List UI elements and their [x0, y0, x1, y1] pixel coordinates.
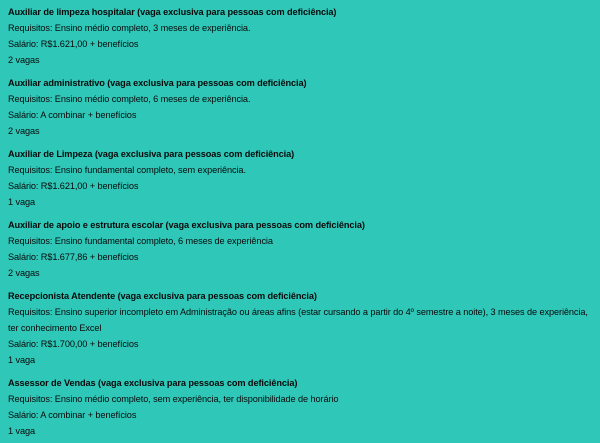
job-title: Auxiliar de apoio e estrutura escolar (vaga exclusiva para pessoas com deficiência)	[8, 220, 365, 230]
job-openings: 2 vagas	[8, 268, 40, 278]
job-listing	[8, 4, 592, 68]
job-listing	[8, 217, 592, 281]
job-requirements: Requisitos: Ensino superior incompleto em Administração ou áreas afins (estar cursando a partir do 4º semestre a noite), 3 meses de experiência, ter conhecimento Excel	[8, 307, 588, 333]
job-requirements: Requisitos: Ensino fundamental completo, 6 meses de experiência	[8, 236, 273, 246]
job-salary: Salário: A combinar + benefícios	[8, 110, 137, 120]
job-openings: 1 vaga	[8, 355, 35, 365]
job-listing	[8, 375, 592, 439]
job-salary: Salário: R$1.621,00 + benefícios	[8, 181, 139, 191]
job-listing	[8, 75, 592, 139]
job-requirements: Requisitos: Ensino médio completo, sem experiência, ter disponibilidade de horário	[8, 394, 339, 404]
job-listings-page	[8, 4, 592, 439]
job-salary: Salário: A combinar + benefícios	[8, 410, 137, 420]
job-openings: 1 vaga	[8, 197, 35, 207]
job-requirements: Requisitos: Ensino médio completo, 3 meses de experiência.	[8, 23, 251, 33]
job-listing	[8, 288, 592, 368]
job-title: Auxiliar administrativo (vaga exclusiva para pessoas com deficiência)	[8, 78, 307, 88]
job-title: Recepcionista Atendente (vaga exclusiva para pessoas com deficiência)	[8, 291, 317, 301]
job-openings: 2 vagas	[8, 126, 40, 136]
job-title: Auxiliar de limpeza hospitalar (vaga exclusiva para pessoas com deficiência)	[8, 7, 337, 17]
job-openings: 1 vaga	[8, 426, 35, 436]
job-requirements: Requisitos: Ensino médio completo, 6 meses de experiência.	[8, 94, 251, 104]
job-salary: Salário: R$1.677,86 + benefícios	[8, 252, 139, 262]
job-title: Auxiliar de Limpeza (vaga exclusiva para pessoas com deficiência)	[8, 149, 295, 159]
job-salary: Salário: R$1.621,00 + benefícios	[8, 39, 139, 49]
job-openings: 2 vagas	[8, 55, 40, 65]
job-listing	[8, 146, 592, 210]
job-title: Assessor de Vendas (vaga exclusiva para pessoas com deficiência)	[8, 378, 298, 388]
job-salary: Salário: R$1.700,00 + benefícios	[8, 339, 139, 349]
job-requirements: Requisitos: Ensino fundamental completo, sem experiência.	[8, 165, 246, 175]
